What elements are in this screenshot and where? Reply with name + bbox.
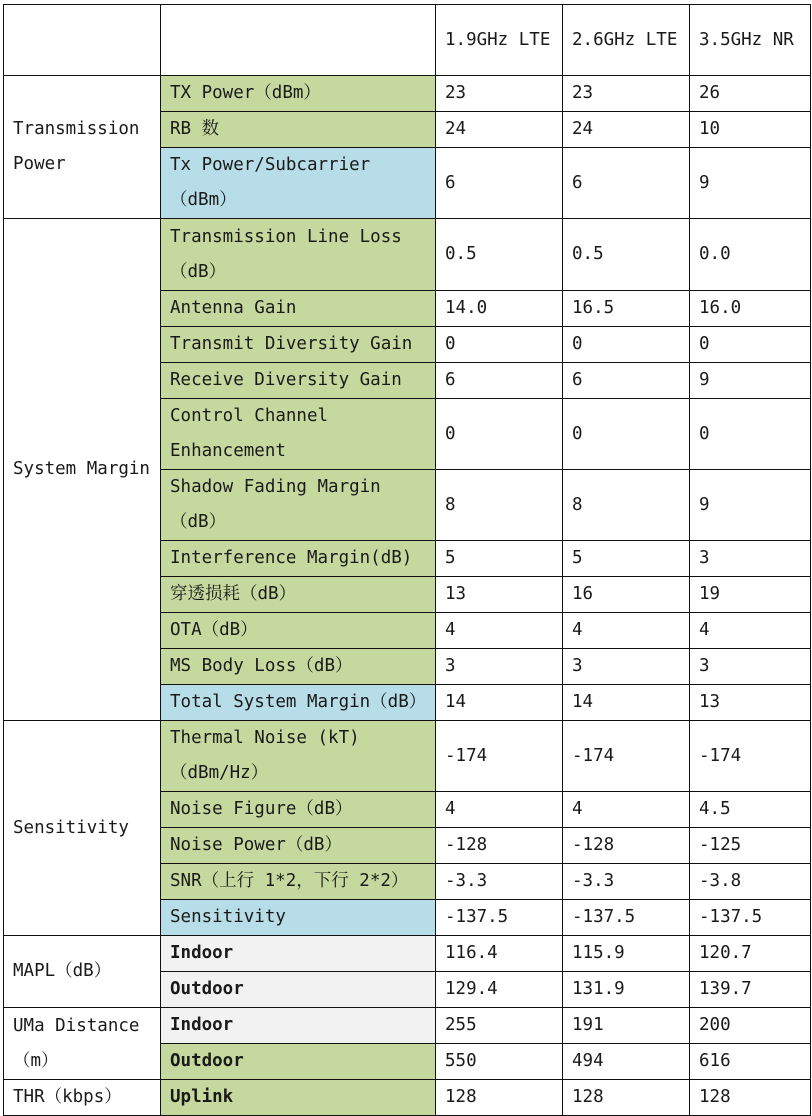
header-2-6ghz-lte: 2.6GHz LTE xyxy=(563,5,690,76)
row-label-noise-power: Noise Power（dB） xyxy=(161,828,436,864)
link-budget-table xyxy=(3,4,811,1116)
cell-value: 23 xyxy=(563,76,690,112)
cell-value: 14.0 xyxy=(436,291,563,327)
cell-value: 8 xyxy=(563,470,690,541)
cell-value: 128 xyxy=(690,1080,811,1116)
cell-value: 0 xyxy=(436,327,563,363)
table-row xyxy=(4,1008,811,1044)
cell-value: 131.9 xyxy=(563,972,690,1008)
table-row xyxy=(4,1080,811,1116)
row-label-ota: OTA（dB） xyxy=(161,613,436,649)
cell-value: 3 xyxy=(690,649,811,685)
table-header-row xyxy=(4,5,811,76)
row-label-penetration-loss: 穿透损耗（dB） xyxy=(161,577,436,613)
cell-value: 24 xyxy=(563,112,690,148)
cell-value: 120.7 xyxy=(690,936,811,972)
cell-value: -137.5 xyxy=(436,900,563,936)
cell-value: 4 xyxy=(690,613,811,649)
row-label-mapl-indoor: Indoor xyxy=(161,936,436,972)
row-label-shadow-fading-margin: Shadow Fading Margin （dB） xyxy=(161,470,436,541)
row-label-transmission-line-loss: Transmission Line Loss （dB） xyxy=(161,219,436,291)
cell-value: 5 xyxy=(436,541,563,577)
cell-value: -125 xyxy=(690,828,811,864)
cell-value: 616 xyxy=(690,1044,811,1080)
cell-value: 0 xyxy=(563,399,690,470)
row-label-mapl-outdoor: Outdoor xyxy=(161,972,436,1008)
cell-value: 13 xyxy=(690,685,811,721)
cell-value: 16.5 xyxy=(563,291,690,327)
cell-value: 0.5 xyxy=(436,219,563,291)
cell-value: -137.5 xyxy=(563,900,690,936)
cell-value: -3.8 xyxy=(690,864,811,900)
cell-value: 129.4 xyxy=(436,972,563,1008)
header-1-9ghz-lte: 1.9GHz LTE xyxy=(436,5,563,76)
row-label-receive-diversity-gain: Receive Diversity Gain xyxy=(161,363,436,399)
cell-value: 0 xyxy=(436,399,563,470)
group-uma-distance: UMa Distance （m） xyxy=(4,1008,161,1080)
table-row xyxy=(4,936,811,972)
cell-value: 0 xyxy=(690,399,811,470)
table-row xyxy=(4,219,811,291)
cell-value: 13 xyxy=(436,577,563,613)
cell-value: 0.0 xyxy=(690,219,811,291)
cell-value: -128 xyxy=(436,828,563,864)
cell-value: 3 xyxy=(563,649,690,685)
cell-value: 115.9 xyxy=(563,936,690,972)
cell-value: 14 xyxy=(436,685,563,721)
row-label-noise-figure: Noise Figure（dB） xyxy=(161,792,436,828)
cell-value: -174 xyxy=(690,721,811,792)
row-label-antenna-gain: Antenna Gain xyxy=(161,291,436,327)
cell-value: 4.5 xyxy=(690,792,811,828)
table-row xyxy=(4,76,811,112)
cell-value: 0 xyxy=(563,327,690,363)
row-label-rb: RB 数 xyxy=(161,112,436,148)
cell-value: 5 xyxy=(563,541,690,577)
cell-value: 494 xyxy=(563,1044,690,1080)
cell-value: 23 xyxy=(436,76,563,112)
cell-value: -128 xyxy=(563,828,690,864)
row-label-thermal-noise: Thermal Noise (kT) （dBm/Hz） xyxy=(161,721,436,792)
cell-value: 16.0 xyxy=(690,291,811,327)
cell-value: 4 xyxy=(436,613,563,649)
row-label-tx-power-per-subcarrier: Tx Power/Subcarrier （dBm） xyxy=(161,148,436,219)
row-label-sensitivity: Sensitivity xyxy=(161,900,436,936)
cell-value: 14 xyxy=(563,685,690,721)
row-label-uplink: Uplink xyxy=(161,1080,436,1116)
group-sensitivity: Sensitivity xyxy=(4,721,161,936)
row-label-interference-margin: Interference Margin(dB) xyxy=(161,541,436,577)
row-label-ms-body-loss: MS Body Loss（dB） xyxy=(161,649,436,685)
group-transmission-power: Transmission Power xyxy=(4,76,161,219)
cell-value: 8 xyxy=(436,470,563,541)
cell-value: 200 xyxy=(690,1008,811,1044)
row-label-snr: SNR（上行 1*2，下行 2*2） xyxy=(161,864,436,900)
cell-value: 550 xyxy=(436,1044,563,1080)
cell-value: -174 xyxy=(563,721,690,792)
cell-value: 6 xyxy=(563,363,690,399)
cell-value: 255 xyxy=(436,1008,563,1044)
cell-value: 6 xyxy=(436,148,563,219)
cell-value: 4 xyxy=(436,792,563,828)
header-corner-group xyxy=(4,5,161,76)
group-system-margin: System Margin xyxy=(4,219,161,721)
cell-value: 3 xyxy=(690,541,811,577)
row-label-uma-outdoor: Outdoor xyxy=(161,1044,436,1080)
row-label-uma-indoor: Indoor xyxy=(161,1008,436,1044)
row-label-total-system-margin: Total System Margin（dB） xyxy=(161,685,436,721)
cell-value: 19 xyxy=(690,577,811,613)
cell-value: 4 xyxy=(563,613,690,649)
table-row xyxy=(4,721,811,792)
cell-value: 4 xyxy=(563,792,690,828)
cell-value: -3.3 xyxy=(563,864,690,900)
cell-value: 16 xyxy=(563,577,690,613)
cell-value: 26 xyxy=(690,76,811,112)
cell-value: 128 xyxy=(563,1080,690,1116)
cell-value: 0 xyxy=(690,327,811,363)
group-thr: THR（kbps） xyxy=(4,1080,161,1116)
cell-value: 116.4 xyxy=(436,936,563,972)
cell-value: 10 xyxy=(690,112,811,148)
cell-value: -3.3 xyxy=(436,864,563,900)
row-label-control-channel-enhancement: Control Channel Enhancement xyxy=(161,399,436,470)
header-corner-parameter xyxy=(161,5,436,76)
cell-value: 139.7 xyxy=(690,972,811,1008)
cell-value: 24 xyxy=(436,112,563,148)
row-label-tx-power: TX Power（dBm） xyxy=(161,76,436,112)
header-3-5ghz-nr: 3.5GHz NR xyxy=(690,5,811,76)
row-label-transmit-diversity-gain: Transmit Diversity Gain xyxy=(161,327,436,363)
cell-value: -174 xyxy=(436,721,563,792)
cell-value: 9 xyxy=(690,148,811,219)
cell-value: 191 xyxy=(563,1008,690,1044)
cell-value: 3 xyxy=(436,649,563,685)
cell-value: 6 xyxy=(563,148,690,219)
cell-value: 0.5 xyxy=(563,219,690,291)
cell-value: 9 xyxy=(690,470,811,541)
cell-value: 9 xyxy=(690,363,811,399)
group-mapl: MAPL（dB） xyxy=(4,936,161,1008)
cell-value: 6 xyxy=(436,363,563,399)
cell-value: 128 xyxy=(436,1080,563,1116)
cell-value: -137.5 xyxy=(690,900,811,936)
